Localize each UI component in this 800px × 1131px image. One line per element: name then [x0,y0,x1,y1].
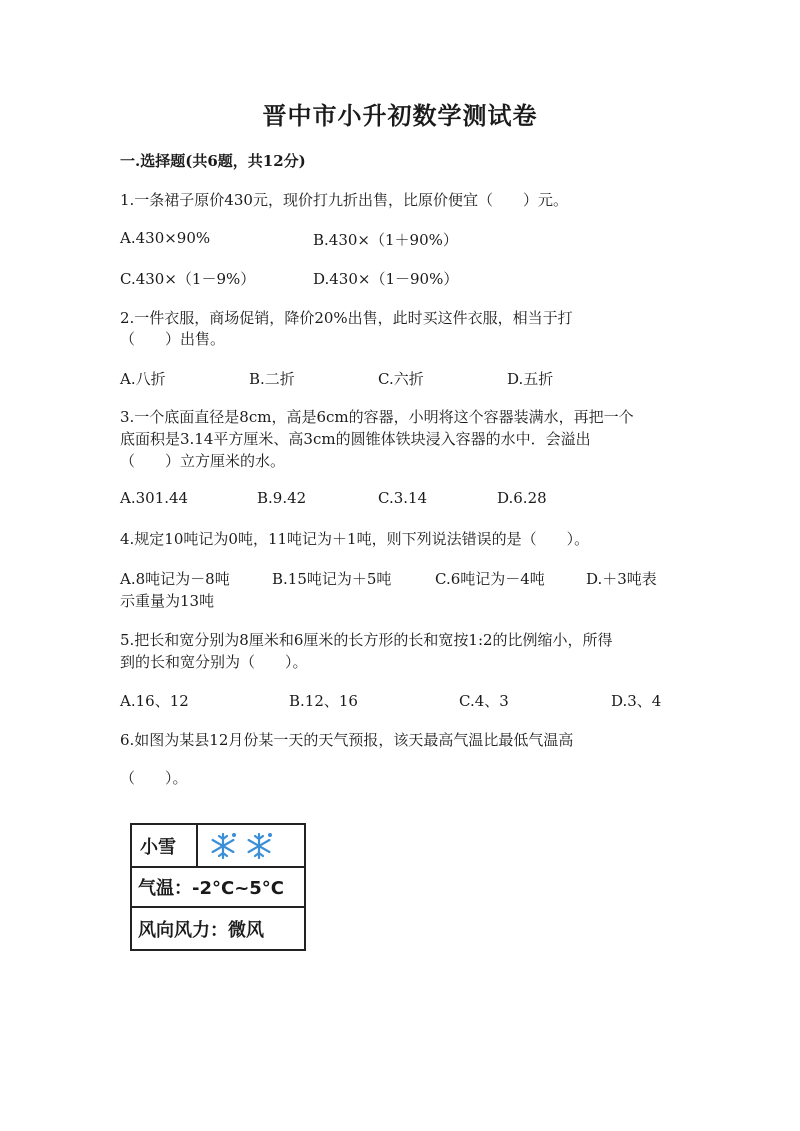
section-heading: 一.选择题(共6题，共12分) [120,152,306,170]
question-3-text-line-1: 3.一个底面直径是8cm，高是6cm的容器，小明将这个容器装满水，再把一个 [120,408,634,426]
weather-condition: 小雪 [132,825,198,866]
q3-option-a: A.301.44 [120,489,189,507]
q4-option-d-continued: 示重量为13吨 [120,592,215,610]
q1-option-b: B.430×（1＋90%） [313,231,458,249]
q5-option-d: D.3、4 [611,692,662,710]
q5-option-c: C.4、3 [459,692,509,710]
question-2-text-line-1: 2.一件衣服，商场促销，降价20%出售，此时买这件衣服，相当于打 [120,309,573,327]
question-1-text: 1.一条裙子原价430元，现价打九折出售，比原价便宜（ ）元。 [120,191,568,209]
q4-option-d: D.＋3吨表 [586,570,657,588]
q2-option-a: A.八折 [120,370,166,388]
q3-option-d: D.6.28 [497,489,547,507]
q4-option-c: C.6吨记为－4吨 [435,570,545,588]
question-5-text-line-1: 5.把长和宽分别为8厘米和6厘米的长方形的长和宽按1:2的比例缩小，所得 [120,631,613,649]
snowflake-icon [244,831,274,861]
weather-temperature: 气温：-2°C~5°C [138,878,285,899]
weather-forecast-card [130,823,306,951]
q3-option-c: C.3.14 [378,489,428,507]
question-3-text-line-3: （ ）立方厘米的水。 [120,452,286,470]
snowflake-icon [208,831,238,861]
q5-option-a: A.16、12 [120,692,189,710]
weather-wind: 风向风力：微风 [138,919,264,941]
weather-row-temperature [132,868,304,908]
q1-option-c: C.430×（1－9%） [120,270,256,288]
weather-row-wind [132,908,304,949]
weather-row-condition [132,825,304,868]
q2-option-b: B.二折 [249,370,295,388]
q1-option-a: A.430×90% [120,229,211,247]
q4-option-a: A.8吨记为－8吨 [120,570,230,588]
q2-option-d: D.五折 [507,370,554,388]
question-6-text-line-2: （ ）。 [120,769,188,787]
q1-option-d: D.430×（1－90%） [313,270,459,288]
q2-option-c: C.六折 [378,370,424,388]
page-title: 晋中市小升初数学测试卷 [262,101,538,130]
question-2-text-line-2: （ ）出售。 [120,330,226,348]
question-6-text-line-1: 6.如图为某县12月份某一天的天气预报，该天最高气温比最低气温高 [120,731,574,749]
question-4-text: 4.规定10吨记为0吨，11吨记为＋1吨，则下列说法错误的是（ ）。 [120,530,590,548]
q3-option-b: B.9.42 [257,489,307,507]
q5-option-b: B.12、16 [289,692,358,710]
question-5-text-line-2: 到的长和宽分别为（ ）。 [120,653,308,671]
q4-option-b: B.15吨记为＋5吨 [272,570,392,588]
weather-icons [200,825,306,866]
question-3-text-line-2: 底面积是3.14平方厘米、高3cm的圆锥体铁块浸入容器的水中．会溢出 [120,430,591,448]
